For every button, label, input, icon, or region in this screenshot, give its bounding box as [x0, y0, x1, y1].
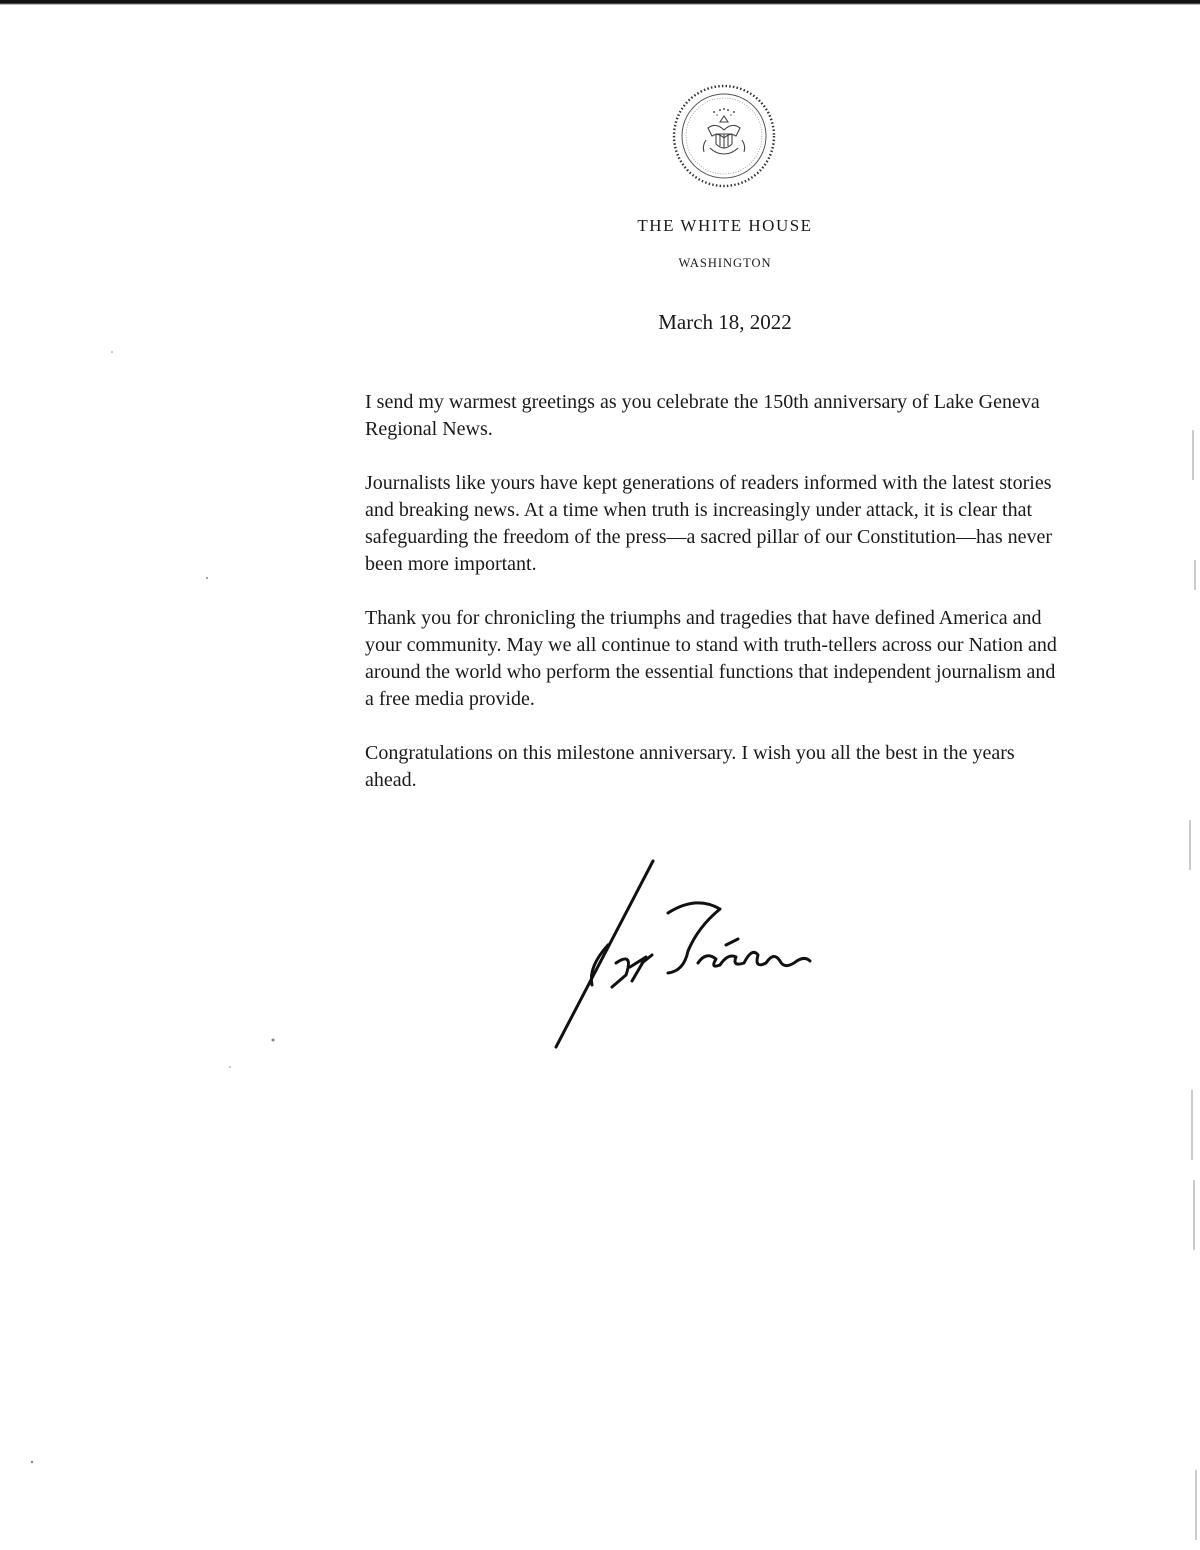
letter-body [365, 389, 1065, 821]
letterhead-city: WASHINGTON [678, 256, 772, 270]
top-border-rule [0, 0, 1200, 5]
handwritten-signature [548, 855, 848, 1055]
letter-paragraph-4: Congratulations on this milestone anniversary. I wish you all the best in the years ahead. [365, 742, 1015, 791]
presidential-seal-icon [670, 82, 778, 190]
letterhead-title: THE WHITE HOUSE [637, 216, 813, 235]
letter-paragraph-2: Journalists like yours have kept generations of readers informed with the latest stories and breaking news. At a time when truth is increasingly under attack, it is clear that safeguarding the freedom of the press—a sacred pillar of our Constitution—has never been more important. [365, 472, 1053, 575]
letter-paragraph-1: I send my warmest greetings as you celebrate the 150th anniversary of Lake Geneva Regional News. [365, 391, 1040, 440]
letter-date: March 18, 2022 [658, 310, 792, 334]
letter-paragraph-3: Thank you for chronicling the triumphs and tragedies that have defined America and your community. May we all continue to stand with truth-tellers across our Nation and around the world who perform the essential functions that independent journalism and a free media provide. [365, 607, 1057, 710]
